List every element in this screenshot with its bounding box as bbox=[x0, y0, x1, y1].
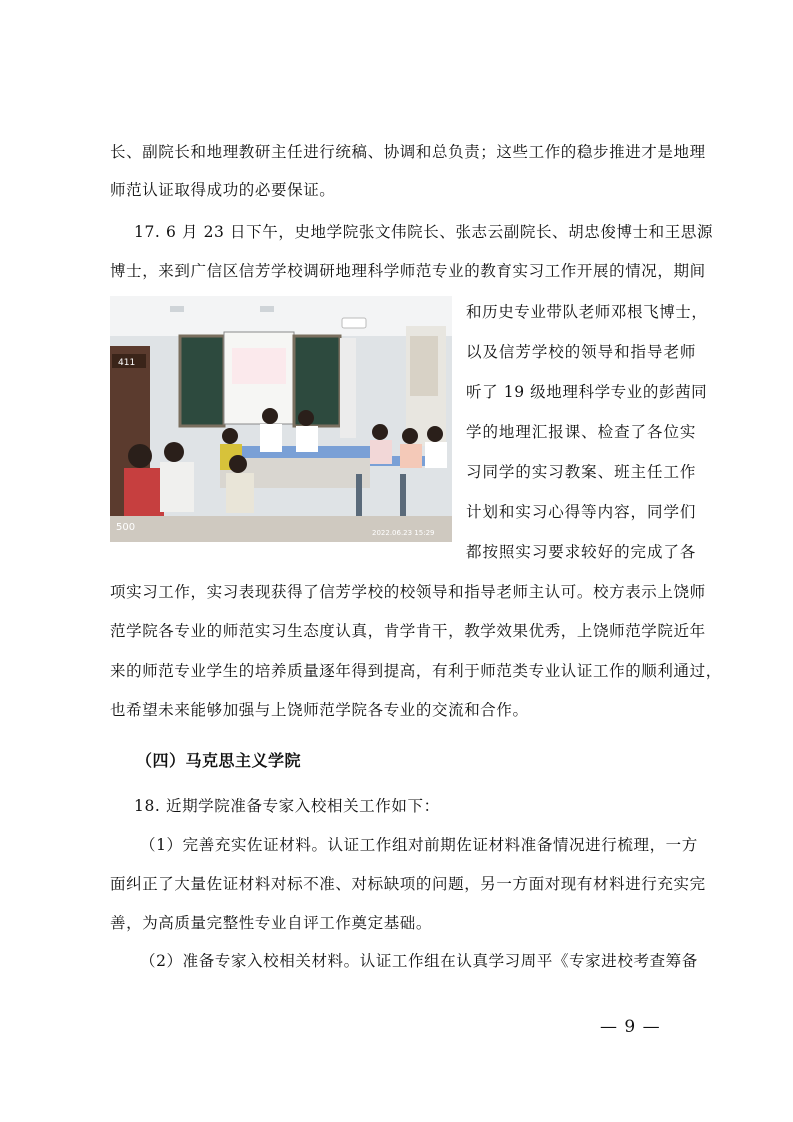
paragraph-line: 善，为高质量完整性专业自评工作奠定基础。 bbox=[110, 914, 433, 932]
paragraph-line: 和历史专业带队老师邓根飞博士， bbox=[466, 303, 708, 321]
paragraph-line: 17. 6 月 23 日下午，史地学院张文伟院长、张志云副院长、胡忠俊博士和王思源 bbox=[134, 223, 714, 241]
paragraph-line: 也希望未来能够加强与上饶师范学院各专业的交流和合作。 bbox=[110, 701, 529, 719]
paragraph-line: 面纠正了大量佐证材料对标不准、对标缺项的问题，另一方面对现有材料进行充实完 bbox=[110, 875, 706, 893]
paragraph-line: 习同学的实习教案、班主任工作 bbox=[466, 463, 696, 481]
page-number: — 9 — bbox=[600, 1017, 661, 1037]
paragraph-line: （2）准备专家入校相关材料。认证工作组在认真学习周平《专家进校考查筹备 bbox=[140, 952, 698, 970]
paragraph-line: 范学院各专业的师范实习生态度认真，肯学肯干，教学效果优秀，上饶师范学院近年 bbox=[110, 622, 706, 640]
paragraph-line: 长、副院长和地理教研主任进行统稿、协调和总负责；这些工作的稳步推进才是地理 bbox=[110, 143, 706, 161]
paragraph-line: （1）完善充实佐证材料。认证工作组对前期佐证材料准备情况进行梳理，一方 bbox=[140, 836, 698, 854]
paragraph-line: 师范认证取得成功的必要保证。 bbox=[110, 181, 336, 199]
paragraph-line: 项实习工作，实习表现获得了信芳学校的校领导和指导老师主认可。校方表示上饶师 bbox=[110, 583, 706, 601]
classroom-photo-image bbox=[110, 296, 452, 542]
photo-timestamp: 2022.06.23 15:29 bbox=[372, 529, 435, 537]
paragraph-line: 来的师范专业学生的培养质量逐年得到提高，有利于师范类专业认证工作的顺利通过， bbox=[110, 662, 722, 680]
paragraph-line: 计划和实习心得等内容，同学们 bbox=[466, 503, 696, 521]
paragraph-line: 听了 19 级地理科学专业的彭茜同 bbox=[466, 383, 708, 401]
paragraph-line: 以及信芳学校的领导和指导老师 bbox=[466, 343, 696, 361]
photo-watermark: 500 bbox=[116, 522, 136, 533]
paragraph-line: 都按照实习要求较好的完成了各 bbox=[466, 543, 696, 561]
paragraph-line: 18. 近期学院准备专家入校相关工作如下： bbox=[134, 797, 440, 815]
room-number-label: 411 bbox=[118, 358, 136, 368]
paragraph-line: 学的地理汇报课、检查了各位实 bbox=[466, 423, 696, 441]
classroom-photo bbox=[110, 296, 452, 542]
paragraph-line: 博士，来到广信区信芳学校调研地理科学师范专业的教育实习工作开展的情况，期间 bbox=[110, 262, 706, 280]
section-heading: （四）马克思主义学院 bbox=[136, 751, 302, 770]
